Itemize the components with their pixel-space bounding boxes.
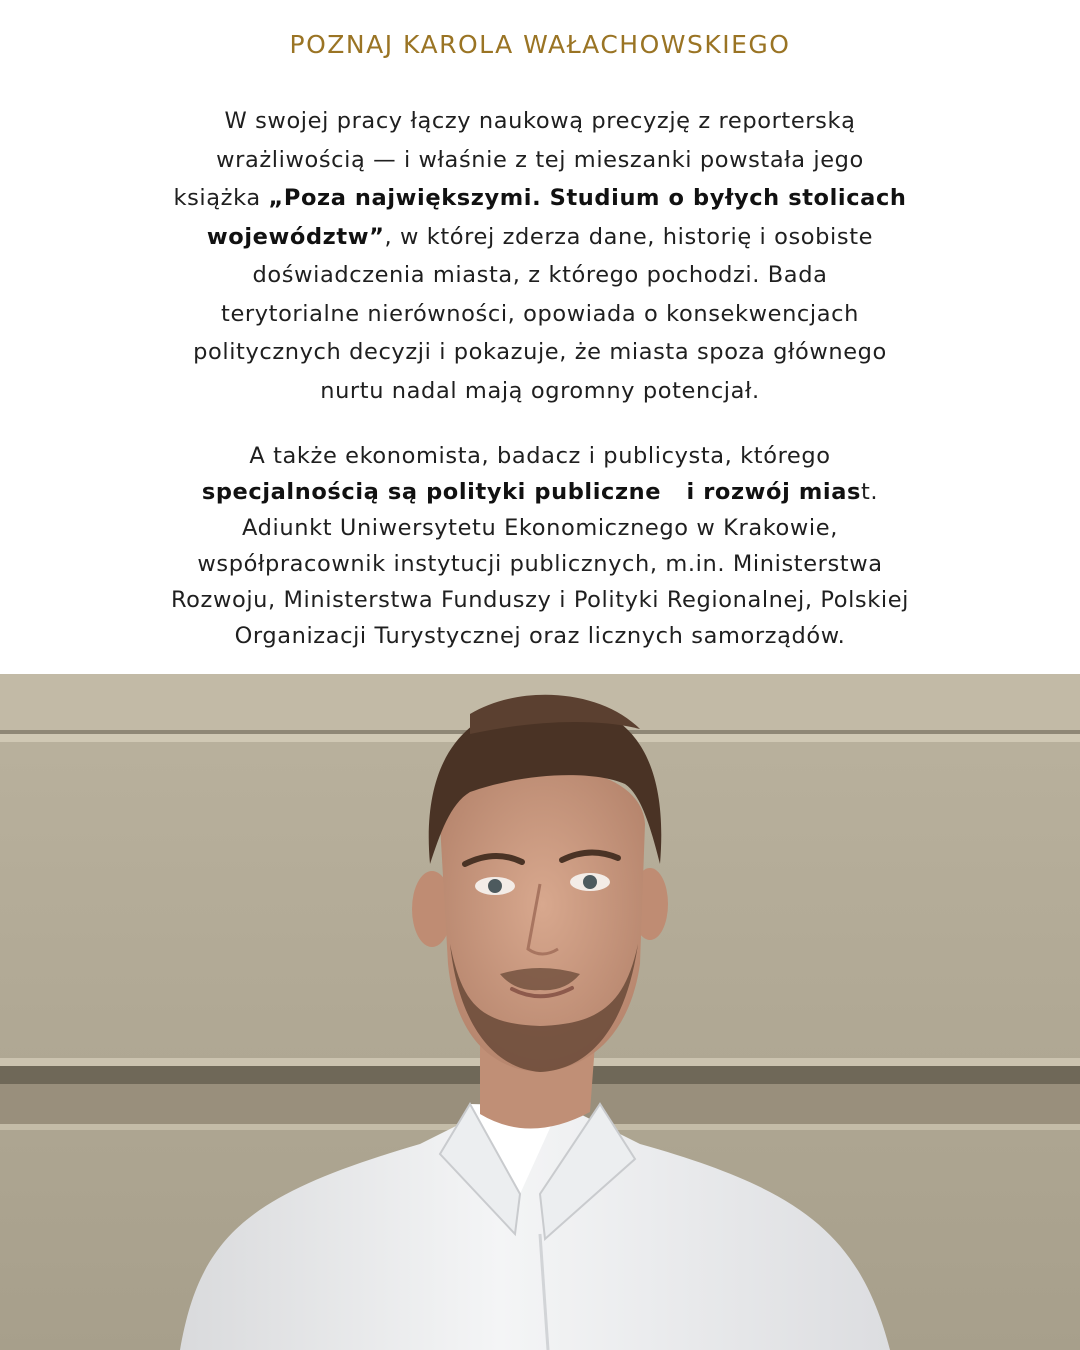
text-line — [0, 546, 1080, 582]
text-segment: doświadczenia miasta, z którego pochodzi. Bada — [252, 262, 828, 288]
text-line — [0, 510, 1080, 546]
portrait-photo — [0, 674, 1080, 1350]
page-title: POZNAJ KAROLA WAŁACHOWSKIEGO — [289, 30, 791, 59]
bio-paragraph — [0, 438, 1080, 654]
text-segment: t. — [860, 479, 879, 505]
bold-text: „Poza największymi. Studium o byłych stolicach — [268, 185, 907, 211]
text-segment: książka — [173, 185, 269, 211]
text-line — [0, 582, 1080, 618]
text-line — [0, 102, 1080, 141]
intro-paragraph — [0, 102, 1080, 410]
bold-text: specjalnością są polityki publiczne i rozwój mias — [201, 479, 861, 505]
bold-text: województw” — [206, 223, 385, 250]
text-segment: politycznych decyzji i pokazuje, że miasta spoza głównego — [193, 339, 887, 365]
text-line — [0, 618, 1080, 654]
text-line — [0, 333, 1080, 372]
text-segment: W swojej pracy łączy naukową precyzję z reporterską — [224, 108, 856, 134]
text-line — [0, 438, 1080, 474]
text-line — [0, 179, 1080, 218]
text-segment: Rozwoju, Ministerstwa Funduszy i Polityki Regionalnej, Polskiej — [170, 587, 910, 613]
text-line — [0, 256, 1080, 295]
text-segment: A także ekonomista, badacz i publicysta, którego — [249, 443, 831, 469]
text-segment: nurtu nadal mają ogromny potencjał. — [320, 377, 760, 404]
text-segment: , w której zderza dane, historię i osobiste — [384, 223, 874, 250]
text-segment: współpracownik instytucji publicznych, m.in. Ministerstwa — [197, 551, 883, 577]
text-segment: wrażliwością — i właśnie z tej mieszanki powstała jego — [216, 146, 864, 173]
text-segment: terytorialne nierówności, opowiada o konsekwencjach — [221, 300, 859, 327]
text-segment: Organizacji Turystycznej oraz licznych samorządów. — [234, 623, 846, 649]
text-line — [0, 295, 1080, 334]
text-segment: Adiunkt Uniwersytetu Ekonomicznego w Krakowie, — [242, 515, 838, 541]
text-line — [0, 218, 1080, 257]
portrait-illustration — [0, 674, 1080, 1350]
text-line — [0, 141, 1080, 180]
text-line — [0, 372, 1080, 411]
text-line — [0, 474, 1080, 510]
